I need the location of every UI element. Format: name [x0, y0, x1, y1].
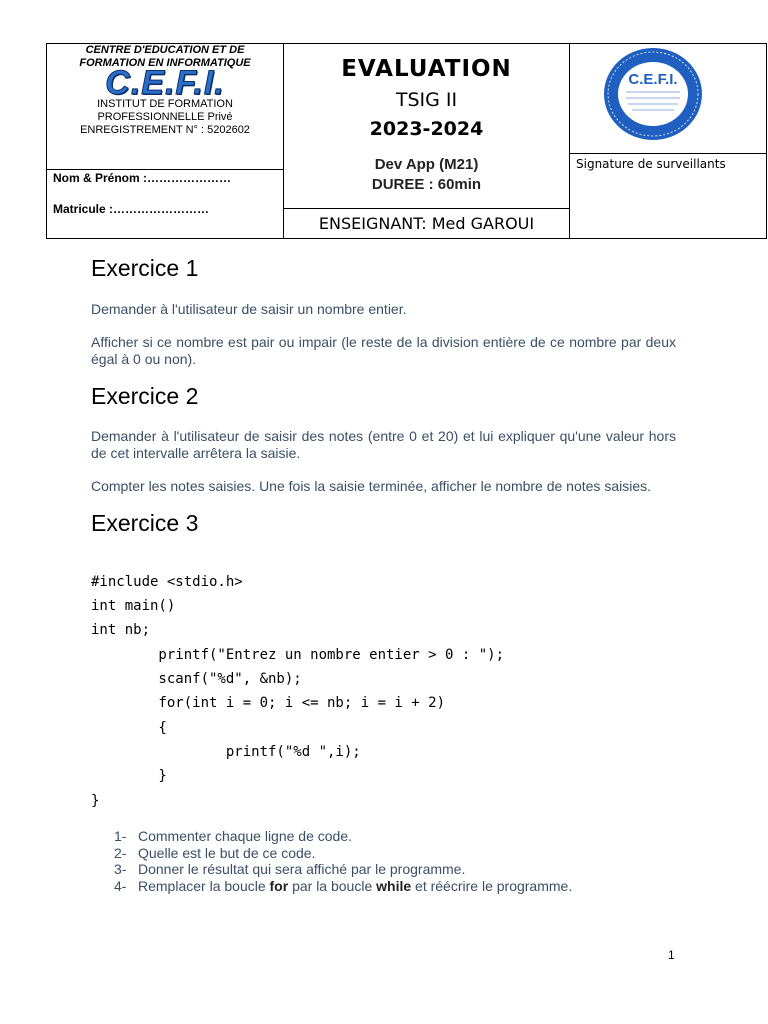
exercise-1-text: Afficher si ce nombre est pair ou impair (le reste de la division entière de ce nombre par deux égal à 0 ou non).	[91, 334, 676, 367]
school-seal-icon	[602, 46, 704, 142]
code-line: }	[91, 768, 167, 784]
row-divider	[283, 208, 569, 209]
exercise-2-text: Demander à l'utilisateur de saisir des notes (entre 0 et 20) et lui expliquer qu'une valeur hors de cet intervalle arrêtera la saisie.	[91, 428, 676, 461]
question-text: Commenter chaque ligne de code.	[138, 828, 353, 844]
question-text: Donner le résultat qui sera affiché par le programme.	[138, 861, 466, 877]
column-divider	[569, 44, 570, 238]
question-item	[114, 861, 572, 878]
code-line: printf("%d ",i);	[91, 744, 361, 760]
question-text: et réécrire le programme.	[411, 877, 573, 894]
seal-text: C.E.F.I.	[628, 71, 678, 88]
student-name-label: Nom & Prénom :…………………	[53, 171, 232, 185]
exercise-1-title: Exercice 1	[91, 255, 199, 281]
exercise-2-text: Compter les notes saisies. Une fois la saisie terminée, afficher le nombre de notes saisies.	[91, 478, 652, 494]
exercise-1-text: Demander à l'utilisateur de saisir un nombre entier.	[91, 301, 407, 317]
question-item	[114, 845, 572, 862]
evaluation-title: EVALUATION	[341, 56, 512, 82]
keyword-for: for	[269, 877, 289, 894]
keyword-while: while	[376, 877, 412, 894]
signature-label: Signature de surveillants	[576, 157, 726, 171]
question-text: Remplacer la boucle	[138, 877, 270, 894]
header-table	[46, 43, 767, 239]
module-name: Dev App (M21)	[374, 156, 479, 173]
question-text: Quelle est le but de ce code.	[138, 844, 316, 861]
question-number: 2-	[114, 844, 127, 861]
code-line: int main()	[91, 598, 176, 614]
question-number: 1-	[114, 828, 127, 844]
code-line: scanf("%d", &nb);	[91, 671, 302, 687]
row-divider	[569, 153, 767, 154]
teacher-name: ENSEIGNANT: Med GAROUI	[318, 214, 535, 233]
code-line: int nb;	[91, 622, 151, 638]
code-line: printf("Entrez un nombre entier > 0 : ");	[91, 647, 505, 663]
exercises	[91, 255, 676, 537]
question-item	[114, 878, 572, 895]
question-number: 4-	[114, 877, 127, 894]
exercise-3-title: Exercice 3	[91, 510, 199, 536]
school-year: 2023-2024	[369, 118, 484, 140]
page-number: 1	[668, 948, 675, 962]
exercise-2-title: Exercice 2	[91, 383, 199, 409]
school-logo: C.E.F.I.	[105, 64, 225, 102]
row-divider	[47, 169, 283, 170]
code-line: #include <stdio.h>	[91, 574, 243, 590]
code-line: for(int i = 0; i <= nb; i = i + 2)	[91, 695, 446, 711]
question-text: par la boucle	[288, 877, 377, 894]
code-line: }	[91, 793, 100, 809]
class-name: TSIG II	[395, 89, 458, 111]
question-item	[114, 828, 572, 845]
question-number: 3-	[114, 861, 127, 877]
school-name: CENTRE D'EDUCATION ET DE FORMATION EN INFORMATIQUE	[79, 44, 251, 69]
code-line: {	[91, 720, 167, 736]
question-list	[114, 828, 572, 894]
institute-info: INSTITUT DE FORMATION PROFESSIONNELLE Privé ENREGISTREMENT N° : 5202602	[80, 98, 250, 136]
matricule-label: Matricule :……………………	[53, 202, 210, 216]
exam-duration: DUREE : 60min	[371, 176, 482, 193]
